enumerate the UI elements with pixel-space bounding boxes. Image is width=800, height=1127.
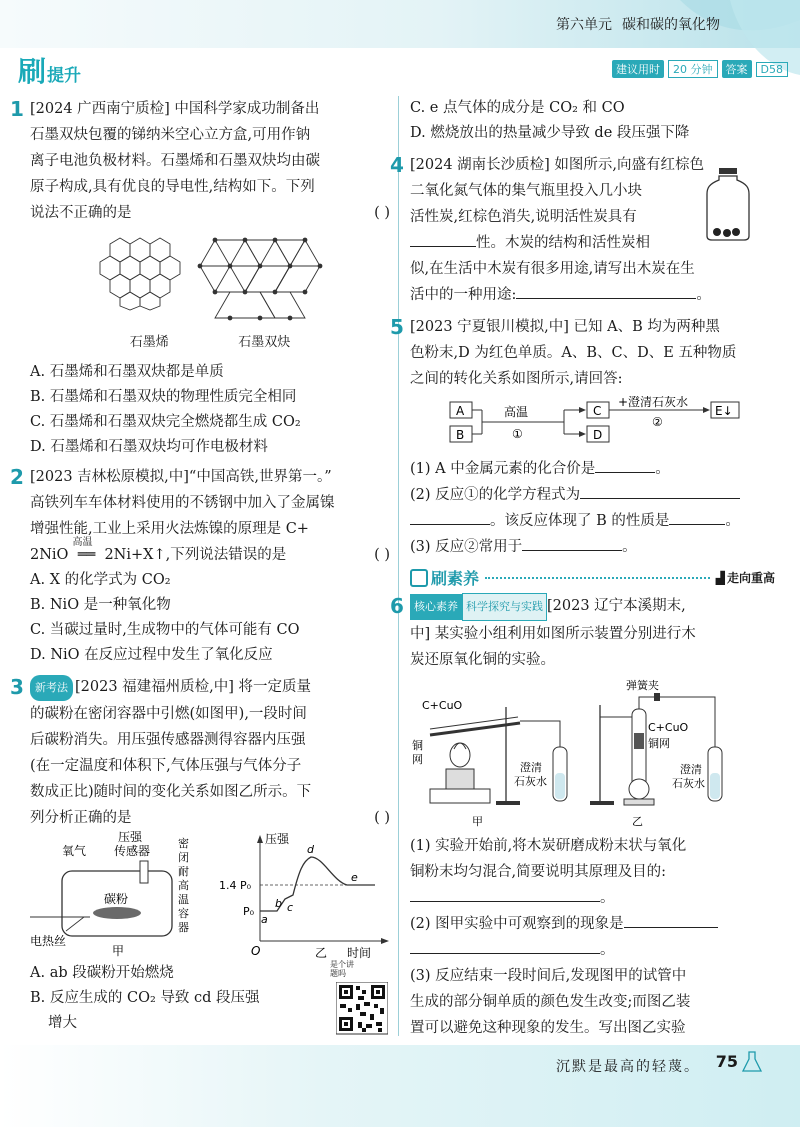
equation-right: 2Ni+X↑,下列说法错误的是 [104,547,287,563]
q2-equation [30,537,287,568]
q6-line: 中] 某实验小组利用如图所示装置分别进行木 [410,626,696,642]
graphene-structures-figure [95,230,325,330]
q2-option-a: A. X 的化学式为 CO₂ [30,572,171,588]
q1-option-b: B. 石墨烯和石墨双炔的物理性质完全相同 [30,389,297,405]
unit-title [556,14,720,34]
equation-left: 2NiO [30,547,69,563]
q2-line: 高铁列车车体材料使用的不锈钢中加入了金属镍 [30,495,335,511]
page-number: 75 [715,1052,738,1071]
q1-line: [2024 广西南宁质检] 中国科学家成功制备出 [30,101,320,117]
clip-label: 弹簧夹 [626,679,659,692]
q6-answer: (1) 实验开始前,将木炭研磨成粉末状与氧化 [410,838,687,854]
q3-figures [30,831,390,961]
q3-line: (在一定温度和体积下,气体压强与气体分子 [30,758,302,774]
x-axis-label: 时间 [347,946,372,960]
section-icon [410,569,428,587]
sealed-container-figure [30,831,210,961]
node-c: C [593,404,602,418]
oxygen-label: 氧气 [62,844,87,858]
q1-option-a: A. 石墨烯和石墨双炔都是单质 [30,364,224,380]
reactant-label-b: C+CuO [648,721,689,734]
container-char: 器 [178,921,189,934]
q6-answer: 置可以避免这种现象的发生。写出图乙实验 [410,1020,686,1036]
q3-line: 数成正比)随时间的变化关系如图乙所示。下 [30,784,312,800]
question-number: 3 [10,675,24,699]
q4-body [410,178,775,256]
node-a: A [456,404,465,418]
time-tag [612,60,788,78]
q2-line: [2023 吉林松原模拟,中]“中国高铁,世界第一。” [30,469,332,485]
heater-label: 电热丝 [30,934,67,948]
unit-topic: 碳和碳的氧化物 [622,17,720,33]
section-divider [485,577,710,579]
container-char: 温 [178,893,189,906]
question-number: 4 [390,153,404,177]
q1-line: 石墨双炔包覆的锑纳米空心立方盒,可用作钠 [30,127,311,143]
q4-line: 活中的一种用途: [410,287,517,303]
pressure-time-graph [215,831,390,961]
answer-blank[interactable] [410,246,476,247]
q5-line: [2023 宁夏银川模拟,中] 已知 A、B 均为两种黑 [410,319,720,335]
q4-line: 活性炭,红棕色消失,说明活性炭具有 [410,209,637,225]
q5-answer-3: (3) 反应②常用于 [410,539,523,555]
science-badge: 科学探究与实践 [462,593,547,621]
right-column [390,96,775,1067]
q3-line: 后碳粉消失。用压强传感器测得容器内压强 [30,732,306,748]
node-e: E↓ [715,404,733,418]
question-number: 6 [390,594,404,618]
q5-answer-2b: 。该反应体现了 B 的性质是 [490,513,670,529]
q3-option-b: B. 反应生成的 CO₂ 导致 cd 段压强 [30,990,260,1006]
question-4: 4 [2024 湖南长沙质检] 如图所示,向盛有红棕色 二氧化氮气体的集气瓶里投入几小块 活性炭,红棕色消失,说明活性炭具有 性。木炭的结构和活性炭相 似,在生活中木炭有很多用途,请写出木炭在生 活中的一种用途: 。 [410,152,775,308]
q2-option-b: B. NiO 是一种氧化物 [30,597,171,613]
unit-label: 第六单元 [556,17,612,33]
q6-line: 炭还原氧化铜的实验。 [410,652,555,668]
graphene-lattice [100,238,180,310]
q3-line: 的碳粉在密闭容器中引燃(如图甲),一段时间 [30,706,307,722]
container-char: 高 [178,879,189,892]
container-char: 容 [178,907,189,920]
brand-big: 刷 [18,55,48,88]
time-label: 建议用时 [612,60,664,78]
answer-label: 答案 [722,60,752,78]
figure-caption: 甲 [112,944,125,958]
step-2: ② [652,415,663,429]
answer-blank[interactable] [669,524,725,525]
graphdiyne-label: 石墨双炔 [238,335,291,350]
q3-line: 列分析正确的是 [30,810,132,826]
equation-arrow: 高温 ══ [68,542,104,568]
graphdiyne-lattice [200,240,320,318]
question-number: 1 [10,97,24,121]
figure-caption: 乙 [315,946,328,960]
question-5: 5 [2023 宁夏银川模拟,中] 已知 A、B 均为两种黑 色粉末,D 为红色单质。A、B、C、D、E 五种物质 之间的转化关系如图所示,请回答: A B C D E↓ 高温 ① +澄清石灰水 ② (1) A 中金属元素的化合价是 。 (2) 反应①的化学方程式为 。该反应体现了 B 的性质是 。 (3) 反应②常用于 。 [410,314,775,560]
q6-answer: 。 [600,890,615,906]
step-1: ① [512,427,523,441]
core-literacy-badge: 核心素养 [410,594,462,620]
lime-label-a-2: 石灰水 [514,775,547,788]
q6-answer: 铜粉末均匀混合,简要说明其原理及目的: [410,864,666,880]
q3-option-c: C. e 点气体的成分是 CO₂ 和 CO [410,100,625,116]
question-number: 5 [390,315,404,339]
q1-line-with-paren [30,200,390,226]
q1-line: 说法不正确的是 [30,205,132,221]
container-char: 耐 [178,865,189,878]
flask-icon [742,1050,762,1074]
answer-paren: ( ) [374,810,390,826]
mesh-label-a-1: 铜 [412,739,423,752]
q4-line: 似,在生活中木炭有很多用途,请写出木炭在生 [410,261,695,277]
new-method-badge: 新考法 [30,675,73,701]
q3-option-a: A. ab 段碳粉开始燃烧 [30,965,174,981]
reactant-label-a: C+CuO [422,699,463,712]
q2-line: 增强性能,工业上采用火法炼镍的原理是 C+ [30,521,309,537]
mesh-label-a-2: 网 [412,753,423,766]
footer-motto: 沉默是最高的轻蔑。 [556,1059,700,1075]
q2-equation-line [30,537,390,568]
answer-blank[interactable] [624,927,718,928]
section-right-label: 走向重高 [726,571,775,585]
answer-paren: ( ) [374,205,390,221]
qr-code-icon[interactable] [336,982,388,1038]
answer-blank[interactable] [595,472,655,473]
lime-label-a-1: 澄清 [520,761,542,774]
q4-line: 二氧化氮气体的集气瓶里投入几小块 [410,183,642,199]
q2-option-d: D. NiO 在反应过程中发生了氧化反应 [30,647,273,663]
node-b: B [456,428,465,442]
time-value: 20 分钟 [668,60,718,78]
sensor-label-2: 传感器 [114,844,151,858]
point-b: b [275,897,282,910]
point-d: d [307,843,314,856]
answer-blank[interactable] [516,298,696,299]
q3-line: [2023 福建福州质检,中] 将一定质量 [75,679,312,695]
origin-label: O [251,944,261,958]
figure-caption-b: 乙 [632,815,643,828]
question-2 [10,464,390,668]
mesh-label-b: 铜网 [648,737,670,750]
q1-option-c: C. 石墨烯和石墨双炔完全燃烧都生成 CO₂ [30,414,301,430]
q5-answer-2: (2) 反应①的化学方程式为 [410,487,581,503]
y-axis-label: 压强 [265,832,290,846]
q1-line: 离子电池负极材料。石墨烯和石墨双炔均由碳 [30,153,320,169]
answer-blank[interactable] [580,498,740,499]
tick-low: P₀ [243,905,255,918]
point-a: a [261,913,268,926]
left-column [10,96,390,1036]
q5-answer-1: (1) A 中金属元素的化合价是 [410,461,596,477]
conversion-diagram [446,396,746,452]
section-title: 刷素养 [431,569,480,588]
q4-line: 性。木炭的结构和活性炭相 [476,235,650,251]
q3-option-d: D. 燃烧放出的热量减少导致 de 段压强下降 [410,125,690,141]
node-d: D [593,428,603,442]
figure-labels [95,334,325,352]
q5-line: 色粉末,D 为红色单质。A、B、C、D、E 五种物质 [410,345,737,361]
answer-blank[interactable] [410,953,600,954]
q6-answer: (2) 图甲实验中可观察到的现象是 [410,916,624,932]
equation-condition: 高温 [72,537,93,548]
q6-answer: (3) 反应结束一段时间后,发现图甲的试管中 [410,968,687,984]
answer-page: D58 [756,62,788,77]
stairs-icon: ▟ [715,570,725,585]
qr-label: 是个讲题吗 [330,960,354,978]
answer-blank[interactable] [410,901,600,902]
column-divider [398,96,399,1036]
gas-jar-figure [703,166,753,242]
q6-line: [2023 辽宁本溪期末, [547,598,686,614]
q4-line: [2024 湖南长沙质检] 如图所示,向盛有红棕色 [410,157,705,173]
q2-option-c: C. 当碳过量时,生成物中的气体可能有 CO [30,622,300,638]
container-char: 闭 [178,851,189,864]
question-6: 6 核心素养 科学探究与实践 [2023 辽宁本溪期末, 中] 某实验小组利用如图所示装置分别进行木 炭还原氧化铜的实验。 C+CuO 铜 网 澄清 石灰水 甲 弹簧夹 C+CuO 铜网 澄清 石灰水 乙 (1) 实验开始前,将木炭研磨成粉末状与氧化 铜粉末均匀混合,简要说明其原理及目的: 。 (2) 图甲实验中可观察到的现象是 。 (3) 反应结束一段时间后,发现图甲的试管中 生成的部分铜单质的颜色发生改变;而图乙装 置可以避免这种现象的发生。写出图乙实验 [410,593,775,1067]
point-e: e [351,871,358,884]
q3-option-b-cont: 增大 [48,1015,77,1031]
answer-paren: ( ) [374,547,390,563]
figure-caption-a: 甲 [472,815,483,828]
sensor-label-1: 压强 [118,831,143,844]
lime-label-b-1: 澄清 [680,763,702,776]
answer-blank[interactable] [410,524,490,525]
lime-label-b-2: 石灰水 [672,777,705,790]
condition-2: +澄清石灰水 [618,396,689,409]
brand-small: 提升 [47,66,82,86]
tick-high: 1.4 P₀ [219,879,252,892]
section-header [410,566,775,589]
q1-option-d: D. 石墨烯和石墨双炔均可作电极材料 [30,439,268,455]
question-1 [10,96,390,460]
q6-answer: 生成的部分铜单质的颜色发生改变;而图乙装 [410,994,691,1010]
q3-line-with-paren [30,805,390,831]
condition-1: 高温 [504,405,529,419]
apparatus-figure [410,677,750,829]
q1-line: 原子构成,具有优良的导电性,结构如下。下列 [30,179,315,195]
graphene-label: 石墨烯 [129,335,169,350]
point-c: c [287,901,294,914]
container-char: 密 [178,837,189,850]
q5-line: 之间的转化关系如图所示,请回答: [410,371,623,387]
brand-title [18,50,81,90]
question-number: 2 [10,465,24,489]
carbon-label: 碳粉 [104,892,129,906]
answer-blank[interactable] [522,550,622,551]
